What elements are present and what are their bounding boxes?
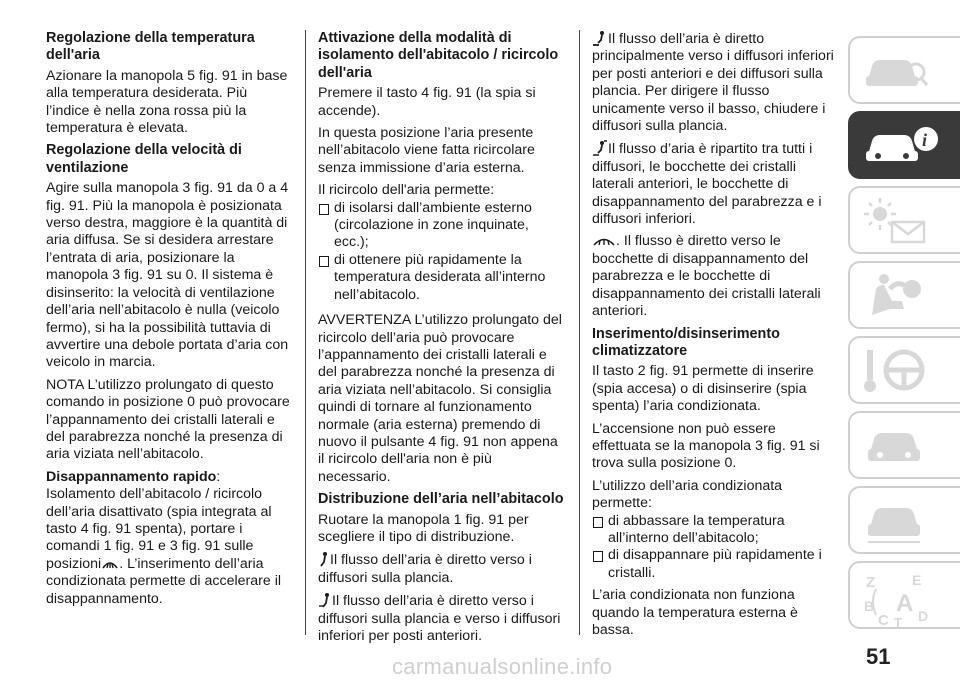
car-search-icon xyxy=(862,46,932,96)
paragraph: Il flusso dell’aria è diretto verso i diffusori sulla plancia. xyxy=(318,552,532,586)
car-spec-icon xyxy=(862,496,932,546)
index-letter: D xyxy=(918,608,929,624)
airflow-all-icon xyxy=(592,140,608,156)
heading-ac-toggle: Inserimento/disinserimento climatizzatore xyxy=(592,325,780,359)
watermark: carmanualsonline.info xyxy=(392,654,613,679)
paragraph: Ruotare la manopola 1 fig. 91 per scegliere il tipo di distribuzione. xyxy=(318,511,529,545)
tab-car-service[interactable] xyxy=(848,411,960,479)
index-letter: A xyxy=(896,590,914,617)
paragraph: Il flusso dell’aria è diretto principalmente verso i diffusori inferiori per posti anteriori e dei diffusori sulla plancia. Per dirigere il flusso unicamente verso il basso, chiudere i diffusori sulla plancia. xyxy=(592,31,834,135)
bullet-box-icon xyxy=(319,204,329,215)
bullet-box-icon xyxy=(319,256,329,267)
airbag-seat-icon xyxy=(862,271,932,323)
paragraph: Il flusso d’aria è ripartito tra tutti i diffusori, le bocchette dei cristalli laterali anteriori, le bocchette di disappannamento del parabrezza e i diffusori inferiori. xyxy=(592,141,822,228)
steering-key-icon xyxy=(862,346,932,396)
airflow-face-feet-icon xyxy=(318,592,332,608)
heading-temperature: Regolazione della temperatura dell'aria xyxy=(46,30,255,64)
paragraph: In questa posizione l’aria presente nell’abitacolo viene fatta ricircolare senza immissione d’aria esterna. xyxy=(318,125,535,176)
car-info-icon xyxy=(862,121,942,173)
paragraph: Il ricircolo dell'aria permette: xyxy=(318,182,495,199)
heading-fan-speed: Regolazione della velocità di ventilazione xyxy=(46,142,242,176)
list-item: di disappannare più rapidamente i cristalli. xyxy=(592,547,834,582)
tab-index[interactable] xyxy=(848,561,960,629)
index-letter: Z xyxy=(866,574,876,591)
car-service-icon xyxy=(862,421,932,471)
warning-paragraph: AVVERTENZA L’utilizzo prolungato del ricircolo dell’aria può provocare l’appannamento dei cristalli laterali e del parabrezza nonché la presenza di aria viziata nell’abitacolo. Si consiglia quindi di tornare al funzionamento normale (aria esterna) premendo di nuovo il pulsante 4 fig. 91 non appena il ricircolo dell'aria non è più necessario. xyxy=(318,312,562,485)
paragraph: . Il flusso è diretto verso le bocchette di disappannamento del parabrezza e le bocchette di disappannamento dei cristalli laterali anteriori. xyxy=(592,233,821,320)
paragraph: Il flusso dell’aria è diretto verso i diffusori sulla plancia e verso i diffusori inferiori per posti anteriori. xyxy=(318,593,561,644)
windshield-defrost-icon xyxy=(101,557,119,571)
tab-car-spec[interactable] xyxy=(848,486,960,554)
bullet-box-icon xyxy=(593,551,603,562)
paragraph: Premere il tasto 4 fig. 91 (la spia si accende). xyxy=(318,85,536,119)
list-item: di ottenere più rapidamente la temperatura desiderata all’interno nell’abitacolo. xyxy=(318,252,566,304)
paragraph: Il tasto 2 fig. 91 permette di inserire (spia accesa) o di disinserire (spia spenta) l’aria condizionata. xyxy=(592,363,814,415)
label-rapid-demist: Disappannamento rapido xyxy=(46,468,217,485)
paragraph: Agire sulla manopola 3 fig. 91 da 0 a 4 fig. 91. Più la manopola è posizionata verso destra, maggiore è la quantità di aria diffusa. Se si desidera arrestare l’entrata di aria, posizionare la manopola 3 fig. 91 su 0. Il sistema è disinserito: la velocità di ventilazione dell’aria nell’abitacolo è nulla (veicolo fermo), si ha la possibilità tuttavia di avvertire una debole portata d’aria con veicolo in marcia. xyxy=(46,180,289,371)
index-letter: C xyxy=(878,612,889,627)
column-divider xyxy=(305,30,306,635)
airflow-feet-icon xyxy=(592,30,608,46)
windshield-defrost-icon xyxy=(592,234,616,248)
paragraph: L’utilizzo dell’aria condizionata permette: xyxy=(592,477,783,512)
index-letter: B xyxy=(864,598,875,614)
bullet-box-icon xyxy=(593,517,603,528)
warning-light-icon xyxy=(862,196,932,246)
chapter-tabs xyxy=(848,36,960,636)
index-letter: E xyxy=(912,572,922,588)
column-1 xyxy=(46,30,294,613)
tab-car-search[interactable] xyxy=(848,36,960,104)
svg-text:i: i xyxy=(922,130,928,150)
list-item: di isolarsi dall’ambiente esterno (circolazione in zone inquinate, ecc.); xyxy=(318,200,566,252)
tab-steering-key[interactable] xyxy=(848,336,960,404)
index-letter: T xyxy=(894,615,902,627)
note-paragraph: NOTA L’utilizzo prolungato di questo comando in posizione 0 può provocare l’appannamento dei cristalli laterali e del parabrezza nonché la presenza di aria viziata nell’abitacolo. xyxy=(46,376,290,463)
list-item: di abbassare la temperatura all’interno dell’abitacolo; xyxy=(592,513,834,548)
paragraph: L’accensione non può essere effettuata se la manopola 3 fig. 91 si trova sulla posizione 0. xyxy=(592,420,820,472)
tab-car-info[interactable] xyxy=(848,111,960,179)
page-number: 51 xyxy=(866,644,891,669)
column-2 xyxy=(318,30,566,650)
heading-air-distribution: Distribuzione dell’aria nell’abitacolo xyxy=(318,491,564,508)
index-letters-icon xyxy=(862,571,942,627)
paragraph-rapid-demist: Disappannamento rapido: Isolamento dell’abitacolo / ricircolo dell’aria disattivato (spia integrata al tasto 4 fig. 91 spenta), portare i comandi 1 fig. 91 e 3 fig. 91 sulle posizioni . L’inserimento dell’aria condizionata permette di accelerare il disappannamento. xyxy=(46,468,282,607)
paragraph: L’aria condizionata non funziona quando la temperatura esterna è bassa. xyxy=(592,587,798,638)
airflow-face-icon xyxy=(318,551,330,567)
heading-recirculation: Attivazione della modalità di isolamento dell'abitacolo / ricircolo dell'aria xyxy=(318,30,559,81)
column-divider xyxy=(579,30,580,635)
paragraph: Azionare la manopola 5 fig. 91 in base alla temperatura desiderata. Più l’indice è nella zona rossa più la temperatura è elevata. xyxy=(46,67,288,137)
tab-warning-lights[interactable] xyxy=(848,186,960,254)
column-3 xyxy=(592,30,834,644)
tab-airbag[interactable] xyxy=(848,261,960,329)
